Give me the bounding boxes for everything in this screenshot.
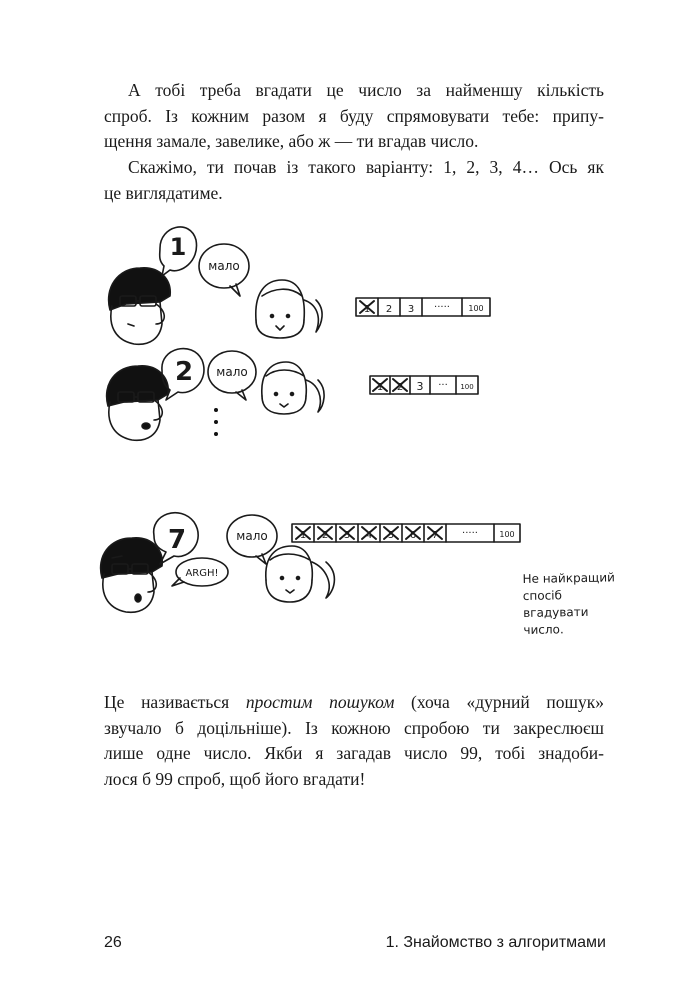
- text-line: спроб. Із кожним разом я буду спрямовувати тебе: припу-: [104, 105, 604, 126]
- chapter-title: 1. Знайомство з алгоритмами: [385, 934, 606, 951]
- italic-term: простим пошуком: [245, 692, 395, 712]
- girl-character: [262, 362, 324, 414]
- man-character: [101, 538, 163, 612]
- argh-text: ARGH!: [185, 568, 219, 579]
- strip-cell: ·····: [462, 528, 478, 539]
- text-line: [104, 690, 604, 716]
- man-character: [107, 366, 169, 440]
- text-line: це виглядатиме.: [104, 182, 223, 203]
- girl-character: [256, 280, 322, 338]
- guess-row-1: [109, 227, 490, 344]
- text-segment: (хоча «дурний пошук»: [394, 692, 604, 712]
- strip-cell: 4: [365, 530, 373, 541]
- guess-row-3: [101, 513, 520, 613]
- reply-text: мало: [208, 259, 240, 273]
- reply-text: мало: [216, 365, 248, 379]
- strip-cell: 100: [460, 383, 474, 391]
- text-segment: Це називається: [104, 692, 246, 712]
- strip-cell: 3: [343, 530, 351, 541]
- intro-paragraph: [104, 78, 604, 155]
- guess-row-2: [107, 349, 478, 441]
- text-line: Скажімо, ти почав із такого варіанту: 1, 2, 3, 4… Ось як: [128, 157, 604, 177]
- example-paragraph: [104, 155, 604, 206]
- argh-bubble: [172, 558, 228, 586]
- continuation-dots: [214, 408, 218, 436]
- man-character: [109, 268, 171, 344]
- guess-number: 1: [169, 233, 187, 261]
- number-strip: [292, 524, 520, 542]
- guess-number: 2: [174, 357, 194, 387]
- strip-cell: 2: [396, 382, 404, 393]
- reply-bubble: [208, 351, 256, 400]
- strip-cell: ·····: [434, 302, 450, 313]
- side-note-line: спосіб: [522, 588, 563, 603]
- text-line: А тобі треба вгадати це число за найменшу кількість: [128, 80, 604, 100]
- reply-bubble: [199, 244, 249, 296]
- simple-search-paragraph: [104, 690, 604, 792]
- page-number: 26: [104, 934, 122, 951]
- strip-cell: 5: [387, 530, 395, 541]
- guess-number: 7: [167, 525, 187, 555]
- side-note-line: вгадувати: [523, 604, 589, 620]
- strip-cell: 1: [299, 530, 307, 541]
- strip-cell: 100: [468, 304, 484, 313]
- girl-character: [266, 546, 335, 602]
- strip-cell: ···: [438, 380, 448, 391]
- strip-cell: 3: [407, 304, 415, 315]
- text-line: щення замале, завелике, або ж — ти вгадав число.: [104, 131, 479, 151]
- number-strip: [370, 376, 478, 394]
- reply-text: мало: [236, 529, 268, 543]
- strip-cell: 100: [499, 530, 515, 539]
- text-line: лося б 99 спроб, щоб його вгадати!: [104, 768, 366, 789]
- strip-cell: 2: [385, 304, 393, 315]
- guess-bubble: [160, 227, 197, 276]
- strip-cell: 1: [376, 382, 384, 393]
- strip-cell: 2: [321, 530, 329, 541]
- text-line: лише одне число. Якби я загадав число 99, тобі знадоби-: [104, 743, 604, 763]
- side-note-line: число.: [523, 622, 564, 637]
- strip-cell: 6: [409, 530, 417, 541]
- side-note-line: Не найкращий: [522, 570, 616, 586]
- strip-cell: 7: [431, 530, 439, 541]
- side-note: [522, 569, 633, 639]
- number-strip: [356, 298, 490, 316]
- text-line: звучало б доцільніше). Із кожною спробою ти закреслюєш: [104, 717, 604, 738]
- strip-cell: 1: [363, 304, 371, 315]
- strip-cell: 3: [416, 380, 424, 393]
